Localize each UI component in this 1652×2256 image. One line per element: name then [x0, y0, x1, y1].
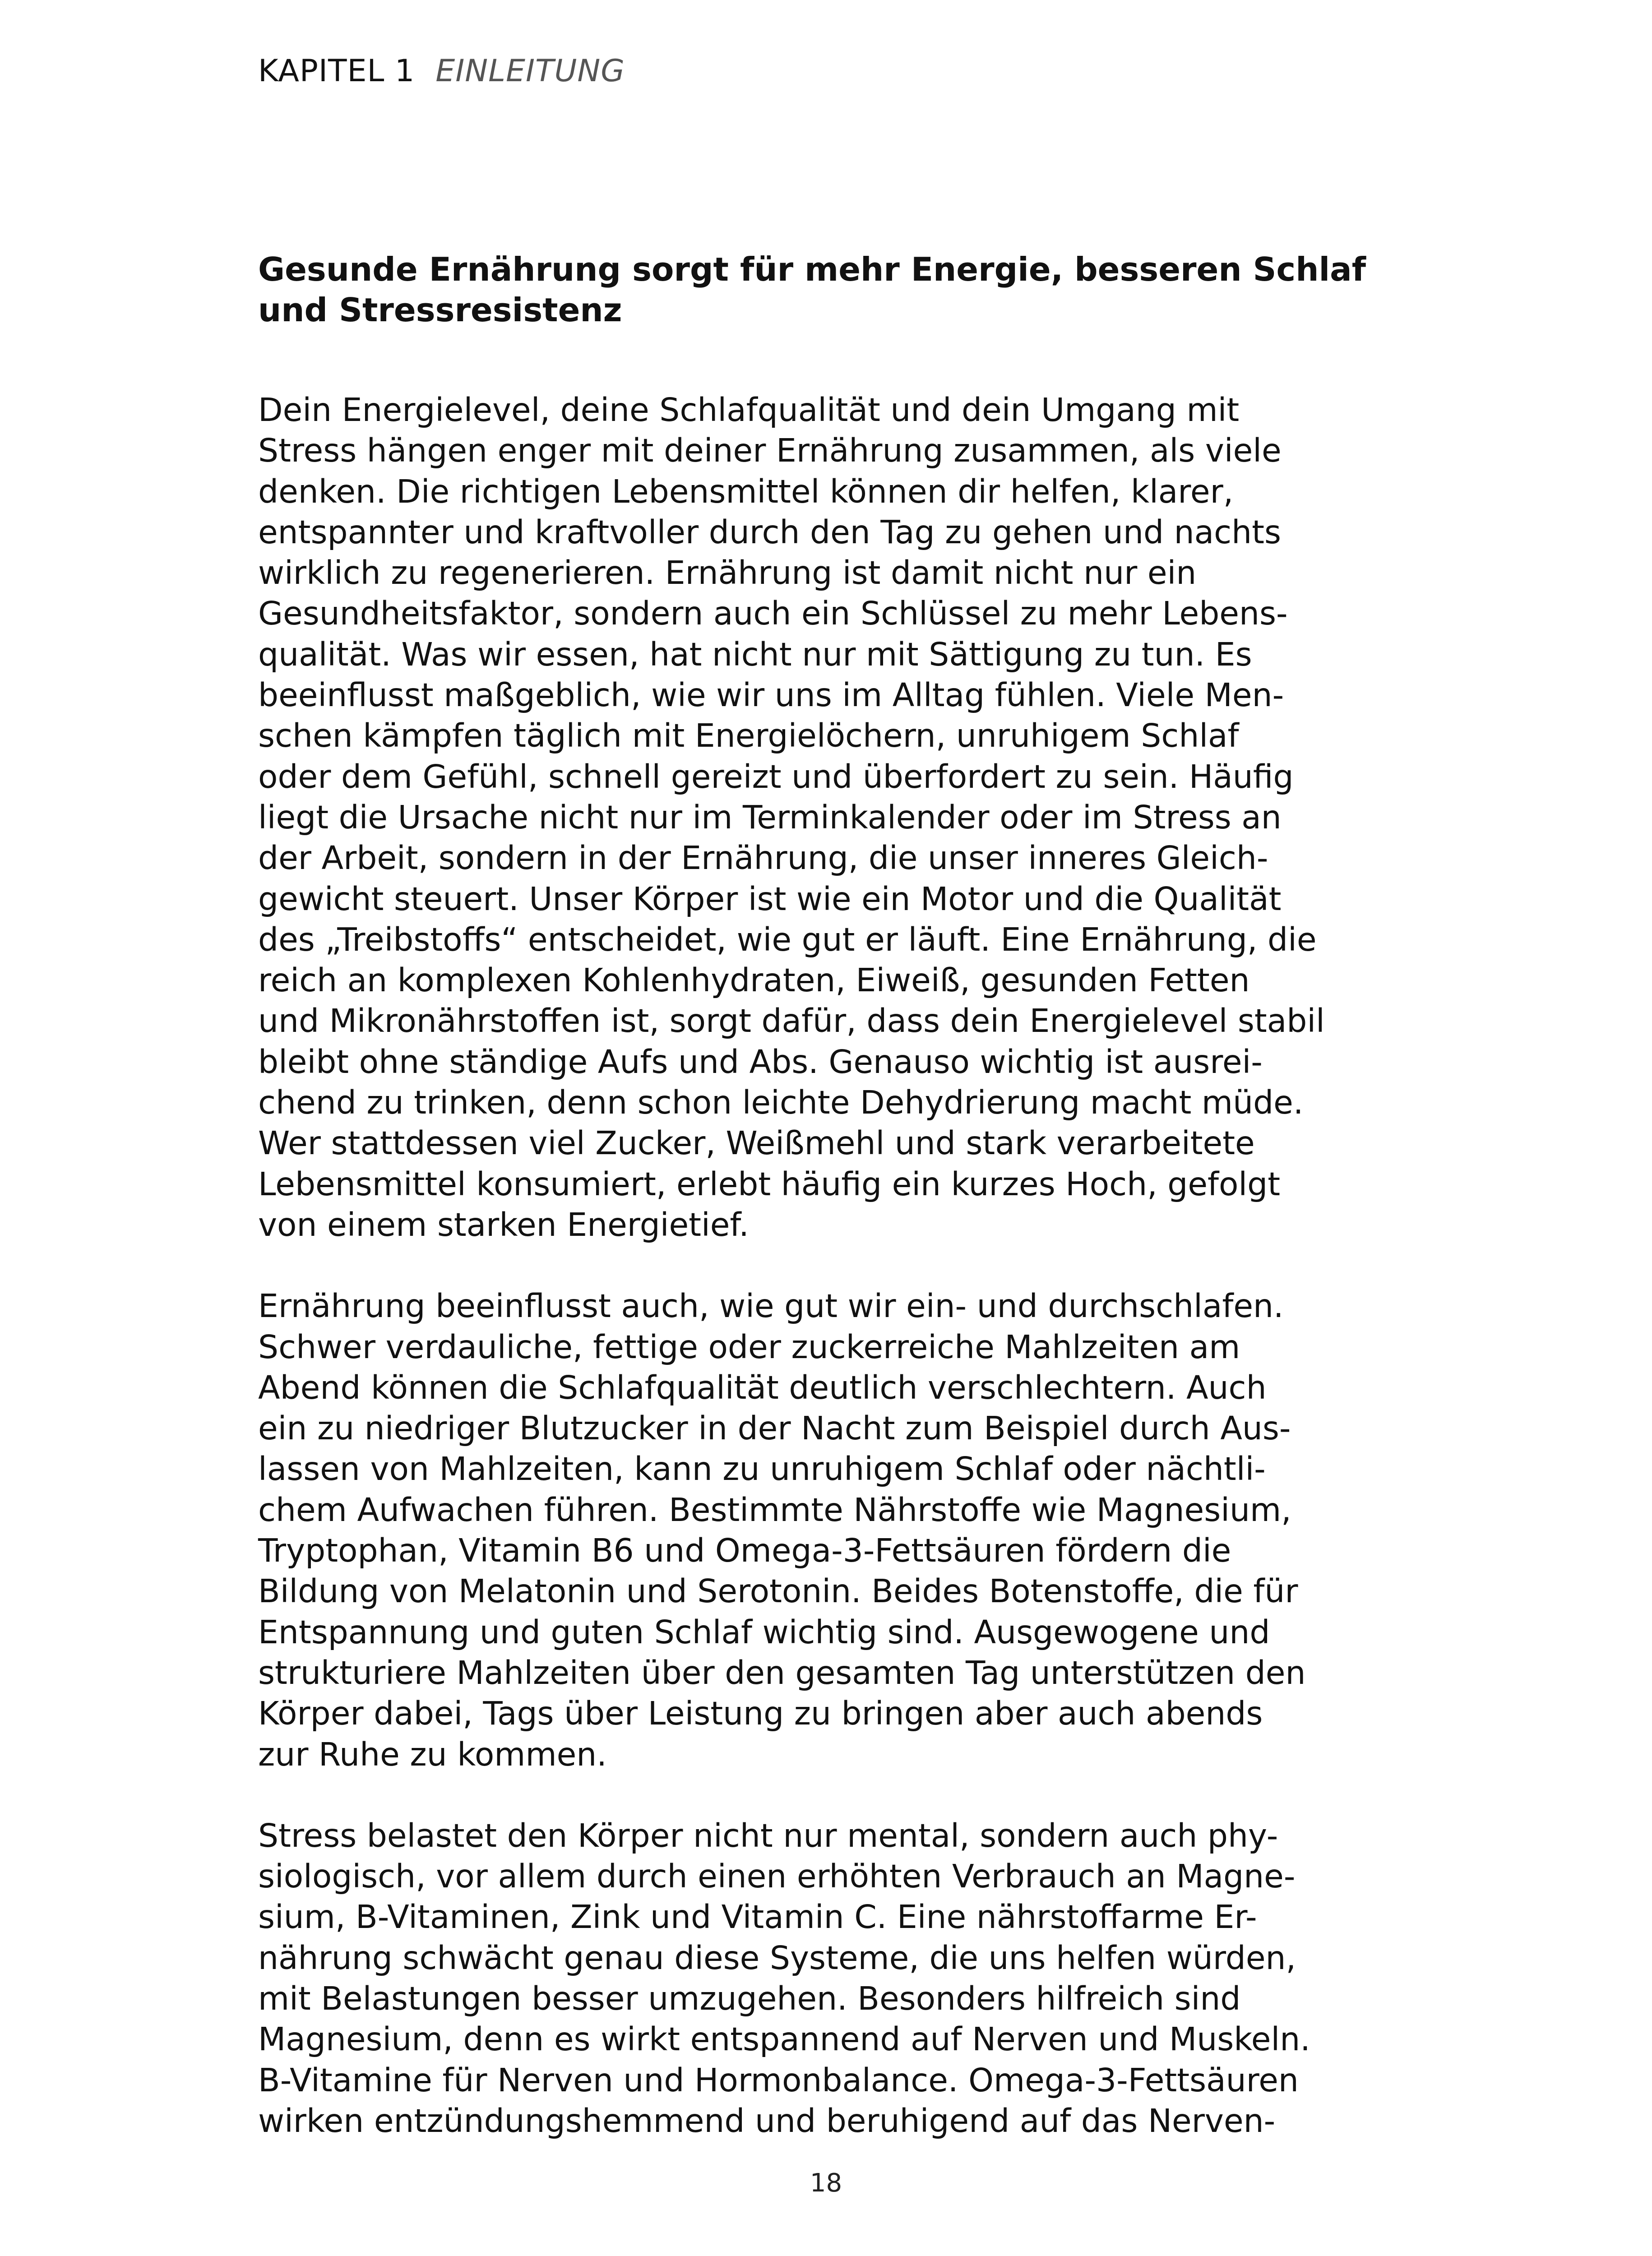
running-header: [258, 53, 625, 89]
text-line: ein zu niedriger Blutzucker in der Nacht zum Beispiel durch Aus-: [258, 1410, 1291, 1447]
text-line: nährung schwächt genau diese Systeme, die uns helfen würden,: [258, 1939, 1296, 1977]
text-line: Schwer verdauliche, fettige oder zuckerreiche Mahlzeiten am: [258, 1328, 1240, 1366]
text-line: Körper dabei, Tags über Leistung zu bringen aber auch abends: [258, 1695, 1263, 1733]
text-line: des „Treibstoffs“ entscheidet, wie gut er läuft. Eine Ernährung, die: [258, 920, 1317, 958]
text-line: oder dem Gefühl, schnell gereizt und überfordert zu sein. Häufig: [258, 758, 1294, 795]
text-line: Stress hängen enger mit deiner Ernährung zusammen, als viele: [258, 432, 1282, 470]
text-line: denken. Die richtigen Lebensmittel können dir helfen, klarer,: [258, 472, 1234, 510]
text-line: lassen von Mahlzeiten, kann zu unruhigem Schlaf oder nächtli-: [258, 1450, 1266, 1488]
text-line: und Mikronährstoffen ist, sorgt dafür, dass dein Energielevel stabil: [258, 1002, 1325, 1040]
text-line: chend zu trinken, denn schon leichte Dehydrierung macht müde.: [258, 1084, 1304, 1122]
text-line: liegt die Ursache nicht nur im Terminkalender oder im Stress an: [258, 798, 1282, 836]
text-line: beeinflusst maßgeblich, wie wir uns im Alltag fühlen. Viele Men-: [258, 676, 1284, 714]
heading-line: und Stressresistenz: [258, 291, 622, 329]
text-line: B-Vitamine für Nerven und Hormonbalance. Omega-3-Fettsäuren: [258, 2061, 1299, 2099]
text-line: wirken entzündungshemmend und beruhigend auf das Nerven-: [258, 2102, 1276, 2140]
text-line: schen kämpfen täglich mit Energielöchern, unruhigem Schlaf: [258, 717, 1239, 755]
paragraph: [258, 1816, 1404, 2141]
text-line: Gesundheitsfaktor, sondern auch ein Schlüssel zu mehr Lebens-: [258, 595, 1288, 633]
paragraph: [258, 1286, 1404, 1775]
chapter-label: KAPITEL 1: [258, 53, 415, 89]
text-line: strukturiere Mahlzeiten über den gesamten Tag unterstützen den: [258, 1654, 1306, 1692]
text-line: Stress belastet den Körper nicht nur mental, sondern auch phy-: [258, 1817, 1278, 1854]
text-line: qualität. Was wir essen, hat nicht nur mit Sättigung zu tun. Es: [258, 635, 1252, 673]
text-line: zur Ruhe zu kommen.: [258, 1735, 607, 1773]
text-line: Abend können die Schlafqualität deutlich verschlechtern. Auch: [258, 1368, 1267, 1406]
text-line: Tryptophan, Vitamin B6 und Omega-3-Fettsäuren fördern die: [258, 1532, 1231, 1570]
text-line: Lebensmittel konsumiert, erlebt häufig ein kurzes Hoch, gefolgt: [258, 1165, 1281, 1203]
text-line: bleibt ohne ständige Aufs und Abs. Genauso wichtig ist ausrei-: [258, 1043, 1263, 1081]
text-line: wirklich zu regenerieren. Ernährung ist damit nicht nur ein: [258, 554, 1197, 592]
text-line: reich an komplexen Kohlenhydraten, Eiweiß, gesunden Fetten: [258, 962, 1250, 999]
text-line: Ernährung beeinflusst auch, wie gut wir ein- und durchschlafen.: [258, 1287, 1284, 1325]
text-line: chem Aufwachen führen. Bestimmte Nährstoffe wie Magnesium,: [258, 1491, 1291, 1529]
text-line: siologisch, vor allem durch einen erhöhten Verbrauch an Magne-: [258, 1858, 1296, 1895]
text-line: von einem starken Energietief.: [258, 1206, 749, 1244]
text-line: Bildung von Melatonin und Serotonin. Beides Botenstoffe, die für: [258, 1572, 1298, 1610]
heading-line: Gesunde Ernährung sorgt für mehr Energie, besseren Schlaf: [258, 250, 1366, 288]
chapter-title: EINLEITUNG: [435, 53, 625, 89]
text-line: der Arbeit, sondern in der Ernährung, die unser inneres Gleich-: [258, 839, 1268, 877]
section-heading: [258, 249, 1404, 330]
text-line: entspannter und kraftvoller durch den Tag zu gehen und nachts: [258, 513, 1281, 551]
text-line: Wer stattdessen viel Zucker, Weißmehl und stark verarbeitete: [258, 1124, 1255, 1162]
text-line: mit Belastungen besser umzugehen. Besonders hilfreich sind: [258, 1979, 1241, 2017]
paragraph: [258, 390, 1404, 1245]
text-line: sium, B-Vitaminen, Zink und Vitamin C. Eine nährstoffarme Er-: [258, 1898, 1257, 1936]
text-line: Magnesium, denn es wirkt entspannend auf Nerven und Muskeln.: [258, 2020, 1310, 2058]
body-text: [258, 390, 1404, 2141]
page-content: [258, 249, 1404, 2182]
page-number: 18: [810, 2168, 842, 2198]
text-line: gewicht steuert. Unser Körper ist wie ein Motor und die Qualität: [258, 880, 1282, 918]
text-line: Entspannung und guten Schlaf wichtig sind. Ausgewogene und: [258, 1613, 1270, 1651]
text-line: Dein Energielevel, deine Schlafqualität und dein Umgang mit: [258, 391, 1240, 429]
